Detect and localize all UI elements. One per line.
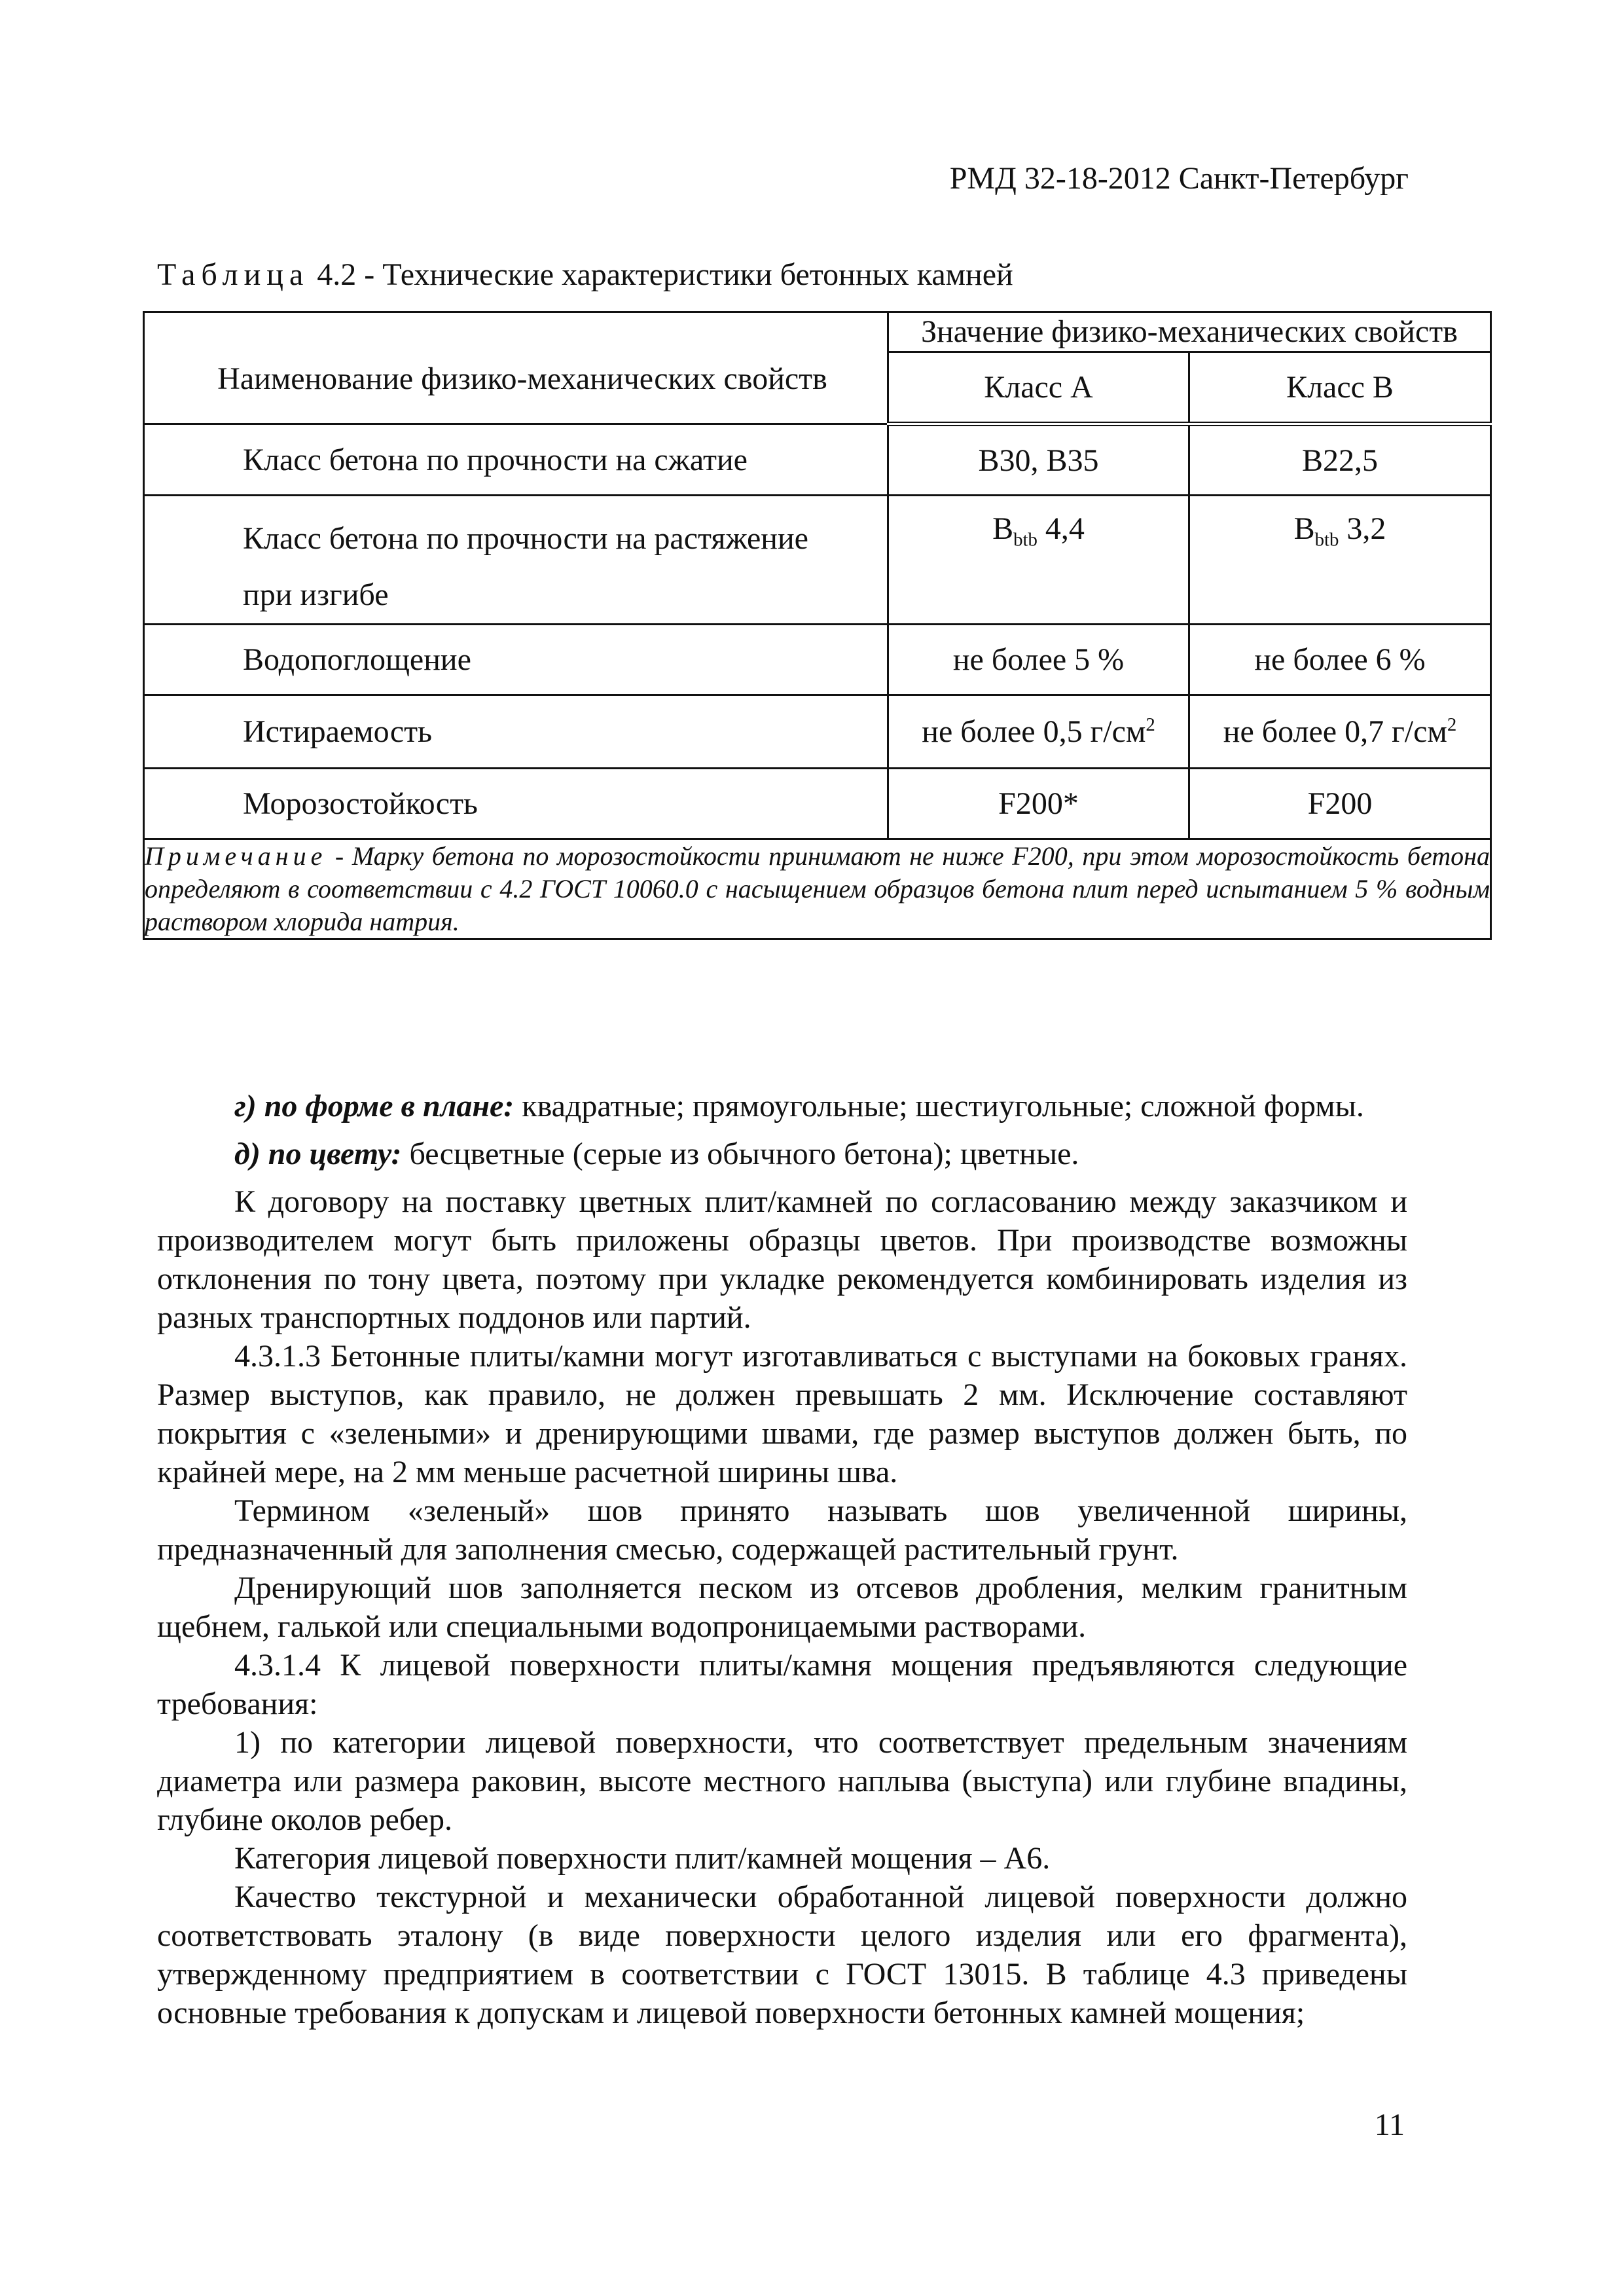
value-superscript: 2 — [1447, 714, 1457, 735]
color-text: бесцветные (серые из обычного бетона); цветные. — [401, 1137, 1079, 1171]
table-row — [144, 424, 1491, 496]
paragraph: Дренирующий шов заполняется песком из отсевов дробления, мелким гранитным щебнем, галькой или специальными водопроницаемыми растворами. — [157, 1571, 1407, 1644]
row-value-b — [1189, 695, 1491, 769]
paragraph-form — [157, 1087, 1407, 1125]
table-row — [144, 769, 1491, 839]
value-text: не более 0,5 г/см — [922, 714, 1146, 749]
row-value-a: не более 5 % — [888, 625, 1189, 695]
row-name-line2: при изгибе — [243, 577, 389, 612]
value-symbol: B — [1293, 511, 1315, 546]
row-value-b: не более 6 % — [1189, 625, 1491, 695]
form-label: г) по форме в плане: — [234, 1089, 514, 1123]
form-text: квадратные; прямоугольные; шестиугольные; сложной формы. — [514, 1089, 1364, 1123]
table-row — [144, 625, 1491, 695]
row-value-a: F200* — [888, 769, 1189, 839]
table-header-row — [144, 312, 1491, 352]
row-name: Класс бетона по прочности на сжатие — [144, 424, 888, 496]
row-name: Истираемость — [144, 695, 888, 769]
value-symbol: B — [992, 511, 1014, 546]
table-row — [144, 496, 1491, 625]
note-label: Примечание — [145, 841, 327, 871]
row-value-a — [888, 695, 1189, 769]
table-caption — [157, 257, 1013, 293]
row-value-b: F200 — [1189, 769, 1491, 839]
paragraph: 1) по категории лицевой поверхности, что соответствует предельным значениям диаметра или размера раковин, высоте местного наплыва (выступа) или глубине впадины, глубине околов ребер. — [157, 1725, 1407, 1837]
value-number: 4,4 — [1045, 511, 1085, 546]
value-text: не более 0,7 г/см — [1223, 714, 1447, 749]
table-caption-text: 4.2 - Технические характеристики бетонных камней — [317, 257, 1013, 292]
row-name-line1: Класс бетона по прочности на растяжение — [243, 521, 808, 556]
table-note — [144, 839, 1491, 939]
class-b-header: Класс В — [1189, 352, 1491, 424]
row-value-b — [1189, 496, 1491, 625]
note-text: - Марку бетона по морозостойкости принимают не ниже F200, при этом морозостойкость бетона определяют в соответствии с 4.2 ГОСТ 10060.0 с насыщением образцов бетона плит перед испытанием 5 % водным раствором хлорида натрия. — [145, 841, 1490, 936]
value-subscript: btb — [1013, 529, 1038, 551]
paragraph-color — [157, 1135, 1407, 1173]
value-superscript: 2 — [1146, 714, 1155, 735]
paragraph: Категория лицевой поверхности плит/камней мощения – А6. — [234, 1841, 1051, 1876]
col-name-header: Наименование физико-механических свойств — [144, 312, 888, 424]
paragraph: Качество текстурной и механически обработанной лицевой поверхности должно соответствовать эталону (в виде поверхности целого изделия или его фрагмента), утвержденному предприятием в соответствии с ГОСТ 13015. В таблице 4.3 приведены основные требования к допускам и лицевой поверхности бетонных камней мощения; — [157, 1880, 1407, 2030]
col-values-header: Значение физико-механических свойств — [888, 312, 1491, 352]
color-label: д) по цвету: — [234, 1137, 402, 1171]
document-header: РМД 32-18-2012 Санкт-Петербург — [949, 161, 1409, 196]
row-name: Водопоглощение — [144, 625, 888, 695]
paragraph: 4.3.1.3 Бетонные плиты/камни могут изготавливаться с выступами на боковых гранях. Размер выступов, как правило, не должен превышать 2 мм. Исключение составляют покрытия с «зелеными» и дренирующими швами, где размер выступов должен быть, по крайней мере, на 2 мм меньше расчетной ширины шва. — [157, 1339, 1407, 1489]
properties-table — [143, 311, 1492, 940]
class-a-header: Класс А — [888, 352, 1189, 424]
value-number: 3,2 — [1346, 511, 1386, 546]
value-subscript: btb — [1314, 529, 1339, 551]
row-value-a: В30, В35 — [888, 424, 1189, 496]
row-value-b: В22,5 — [1189, 424, 1491, 496]
page-number: 11 — [1374, 2107, 1405, 2142]
paragraph: К договору на поставку цветных плит/камней по согласованию между заказчиком и производителем могут быть приложены образцы цветов. При производстве возможны отклонения по тону цвета, поэтому при укладке рекомендуется комбинировать изделия из разных транспортных поддонов или партий. — [157, 1184, 1407, 1335]
row-value-a — [888, 496, 1189, 625]
table-note-row — [144, 839, 1491, 939]
row-name: Морозостойкость — [144, 769, 888, 839]
table-row — [144, 695, 1491, 769]
paragraph: 4.3.1.4 К лицевой поверхности плиты/камня мощения предъявляются следующие требования: — [157, 1648, 1407, 1721]
row-name — [144, 496, 888, 625]
body-text — [157, 1087, 1407, 2032]
table-caption-label: Таблица — [157, 257, 310, 292]
paragraph: Термином «зеленый» шов принято называть шов увеличенной ширины, предназначенный для заполнения смесью, содержащей растительный грунт. — [157, 1493, 1407, 1567]
